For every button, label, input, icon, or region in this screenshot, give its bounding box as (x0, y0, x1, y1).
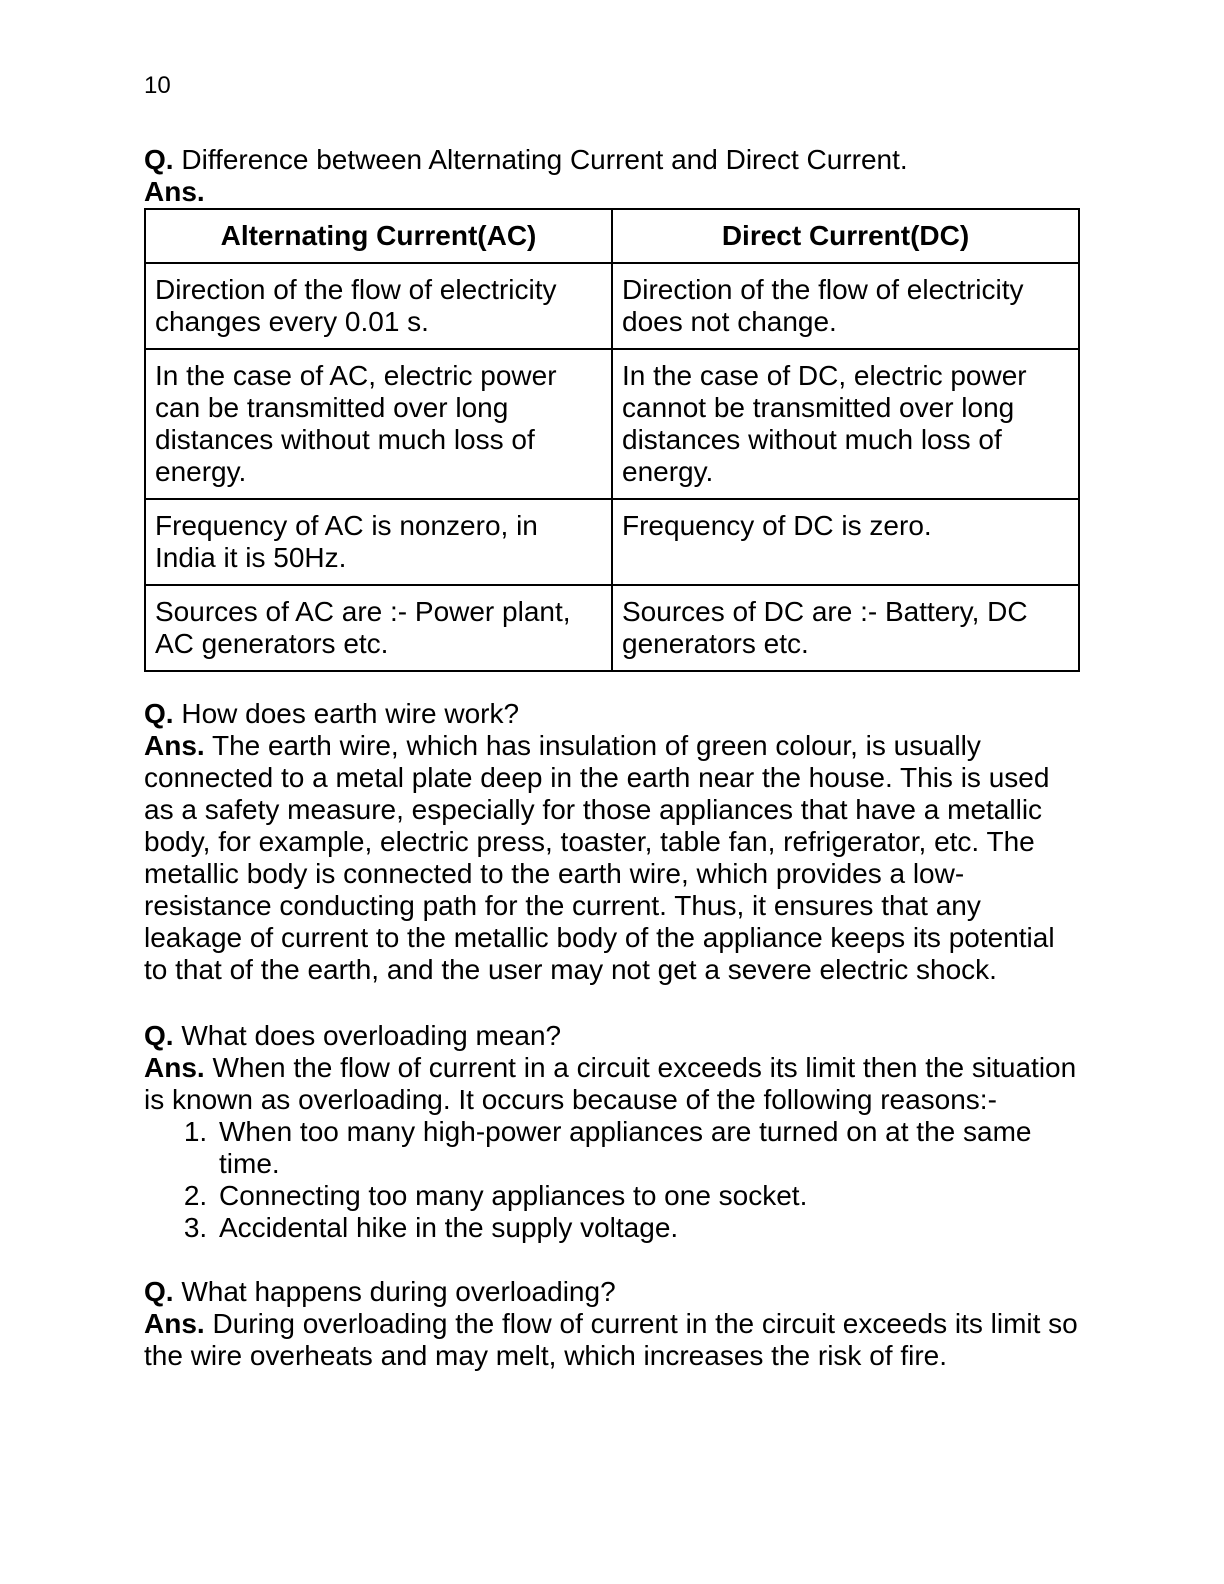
page-number: 10 (144, 72, 171, 99)
table-cell: Sources of AC are :- Power plant, AC generators etc. (145, 585, 612, 671)
page-content (144, 70, 1080, 1372)
table-row (145, 263, 1079, 349)
question-line (144, 1020, 1080, 1052)
table-row (145, 585, 1079, 671)
ac-dc-comparison-table (144, 208, 1080, 672)
table-row (145, 499, 1079, 585)
question-prefix: Q. (144, 144, 174, 175)
list-item: 3. Accidental hike in the supply voltage. (215, 1212, 1080, 1244)
question-line (144, 698, 1080, 730)
table-cell: Sources of DC are :- Battery, DC generators etc. (612, 585, 1079, 671)
table-cell: In the case of AC, electric power can be transmitted over long distances without much loss of energy. (145, 349, 612, 499)
table-body (145, 263, 1079, 671)
question-prefix: Q. (144, 698, 174, 729)
header-cell-ac: Alternating Current(AC) (145, 209, 612, 263)
question-text: How does earth wire work? (173, 698, 520, 729)
answer-line (144, 176, 1080, 208)
answer-prefix: Ans. (144, 176, 205, 207)
question-text: What does overloading mean? (173, 1020, 562, 1051)
answer-paragraph (144, 1308, 1080, 1372)
question-text: Difference between Alternating Current and Direct Current. (173, 144, 908, 175)
table-row (145, 349, 1079, 499)
section-earth-wire (144, 698, 1080, 986)
answer-text: During overloading the flow of current in the circuit exceeds its limit so the wire overheats and may melt, which increases the risk of fire. (144, 1308, 1078, 1371)
table-cell: Direction of the flow of electricity does not change. (612, 263, 1079, 349)
answer-paragraph (144, 1052, 1080, 1116)
section-overloading-meaning (144, 1020, 1080, 1244)
answer-text: The earth wire, which has insulation of green colour, is usually connected to a metal plate deep in the earth near the house. This is used as a safety measure, especially for those appliances that have a metallic body, for example, electric press, toaster, table fan, refrigerator, etc. The metallic body is connected to the earth wire, which provides a low-resistance conducting path for the current. Thus, it ensures that any leakage of current to the metallic body of the appliance keeps its potential to that of the earth, and the user may not get a severe electric shock. (144, 730, 1055, 985)
list-item: 1. When too many high-power appliances are turned on at the same time. (215, 1116, 1080, 1180)
answer-prefix: Ans. (144, 730, 205, 761)
section-ac-dc-difference (144, 144, 1080, 208)
question-line (144, 1276, 1080, 1308)
list-item: 2. Connecting too many appliances to one socket. (215, 1180, 1080, 1212)
table-cell: Frequency of AC is nonzero, in India it is 50Hz. (145, 499, 612, 585)
table-header (145, 209, 1079, 263)
question-prefix: Q. (144, 1276, 174, 1307)
section-overloading-effect (144, 1276, 1080, 1372)
answer-prefix: Ans. (144, 1308, 205, 1339)
question-text: What happens during overloading? (173, 1276, 616, 1307)
answer-paragraph (144, 730, 1080, 986)
header-cell-dc: Direct Current(DC) (612, 209, 1079, 263)
question-prefix: Q. (144, 1020, 174, 1051)
answer-prefix: Ans. (144, 1052, 205, 1083)
table-cell: In the case of DC, electric power cannot be transmitted over long distances without much loss of energy. (612, 349, 1079, 499)
question-line (144, 144, 1080, 176)
answer-text: When the flow of current in a circuit exceeds its limit then the situation is known as overloading. It occurs because of the following reasons:- (144, 1052, 1077, 1115)
table-header-row (145, 209, 1079, 263)
table-cell: Frequency of DC is zero. (612, 499, 1079, 585)
table-cell: Direction of the flow of electricity changes every 0.01 s. (145, 263, 612, 349)
overloading-reasons-list (144, 1116, 1080, 1244)
